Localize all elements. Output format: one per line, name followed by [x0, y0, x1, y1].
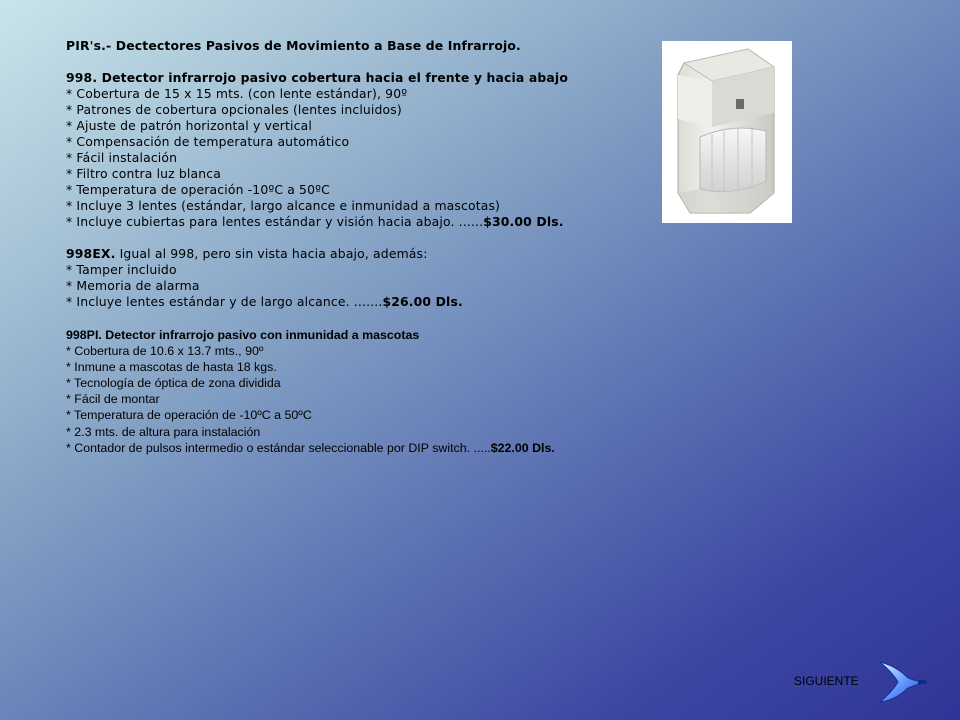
product-998-feature: * Patrones de cobertura opcionales (lentes incluidos)	[66, 102, 402, 117]
product-998-feature: * Incluye cubiertas para lentes estándar y visión hacia abajo. ......	[66, 214, 484, 229]
product-998ex-feature: * Incluye lentes estándar y de largo alcance. .......	[66, 294, 383, 309]
next-link[interactable]: SIGUIENTE	[794, 674, 859, 688]
product-998-price: $30.00 Dls.	[483, 214, 564, 229]
product-998-feature: * Cobertura de 15 x 15 mts. (con lente estándar), 90º	[66, 86, 408, 101]
next-arrow-button[interactable]	[874, 660, 934, 704]
product-998pi-heading: 998PI. Detector infrarrojo pasivo con inmunidad a mascotas	[66, 328, 420, 342]
page-title: PIR's.- Dectectores Pasivos de Movimiento a Base de Infrarrojo.	[66, 38, 521, 53]
motion-detector-photo	[662, 41, 792, 223]
product-998pi-feature: * Fácil de montar	[66, 392, 160, 407]
product-998ex-feature: * Memoria de alarma	[66, 278, 200, 293]
product-998ex-intro	[66, 246, 646, 262]
product-998-feature: * Compensación de temperatura automático	[66, 134, 350, 149]
chevron-right-icon	[874, 660, 934, 704]
product-998ex-code: 998EX.	[66, 246, 116, 261]
product-998pi-feature: * Temperatura de operación de -10ºC a 50ºC	[66, 408, 312, 423]
product-998ex-intro-text: Igual al 998, pero sin vista hacia abajo, además:	[115, 246, 428, 261]
product-998-feature: * Incluye 3 lentes (estándar, largo alcance e inmunidad a mascotas)	[66, 198, 501, 213]
product-998pi-feature: * 2.3 mts. de altura para instalación	[66, 424, 261, 439]
product-998pi-feature: * Cobertura de 10.6 x 13.7 mts., 90º	[66, 344, 264, 359]
product-998-feature: * Ajuste de patrón horizontal y vertical	[66, 118, 312, 133]
product-998-feature: * Filtro contra luz blanca	[66, 166, 221, 181]
product-998pi-feature: * Tecnología de óptica de zona dividida	[66, 376, 281, 391]
product-998-feature: * Fácil instalación	[66, 150, 178, 165]
product-text	[66, 38, 646, 456]
product-998pi-feature: * Contador de pulsos intermedio o estándar seleccionable por DIP switch. .....	[66, 440, 491, 455]
product-998-feature: * Temperatura de operación -10ºC a 50ºC	[66, 182, 330, 197]
product-998pi-last-line	[66, 440, 646, 456]
product-998-heading: 998. Detector infrarrojo pasivo cobertura hacia el frente y hacia abajo	[66, 70, 568, 85]
product-998-last-line	[66, 214, 646, 230]
pir-sensor-illustration	[662, 41, 792, 223]
product-998pi-feature: * Inmune a mascotas de hasta 18 kgs.	[66, 360, 277, 375]
product-998ex-feature: * Tamper incluido	[66, 262, 177, 277]
product-998ex-last-line	[66, 294, 646, 310]
product-998pi-price: $22.00 Dls.	[490, 440, 555, 455]
product-998ex-price: $26.00 Dls.	[382, 294, 463, 309]
